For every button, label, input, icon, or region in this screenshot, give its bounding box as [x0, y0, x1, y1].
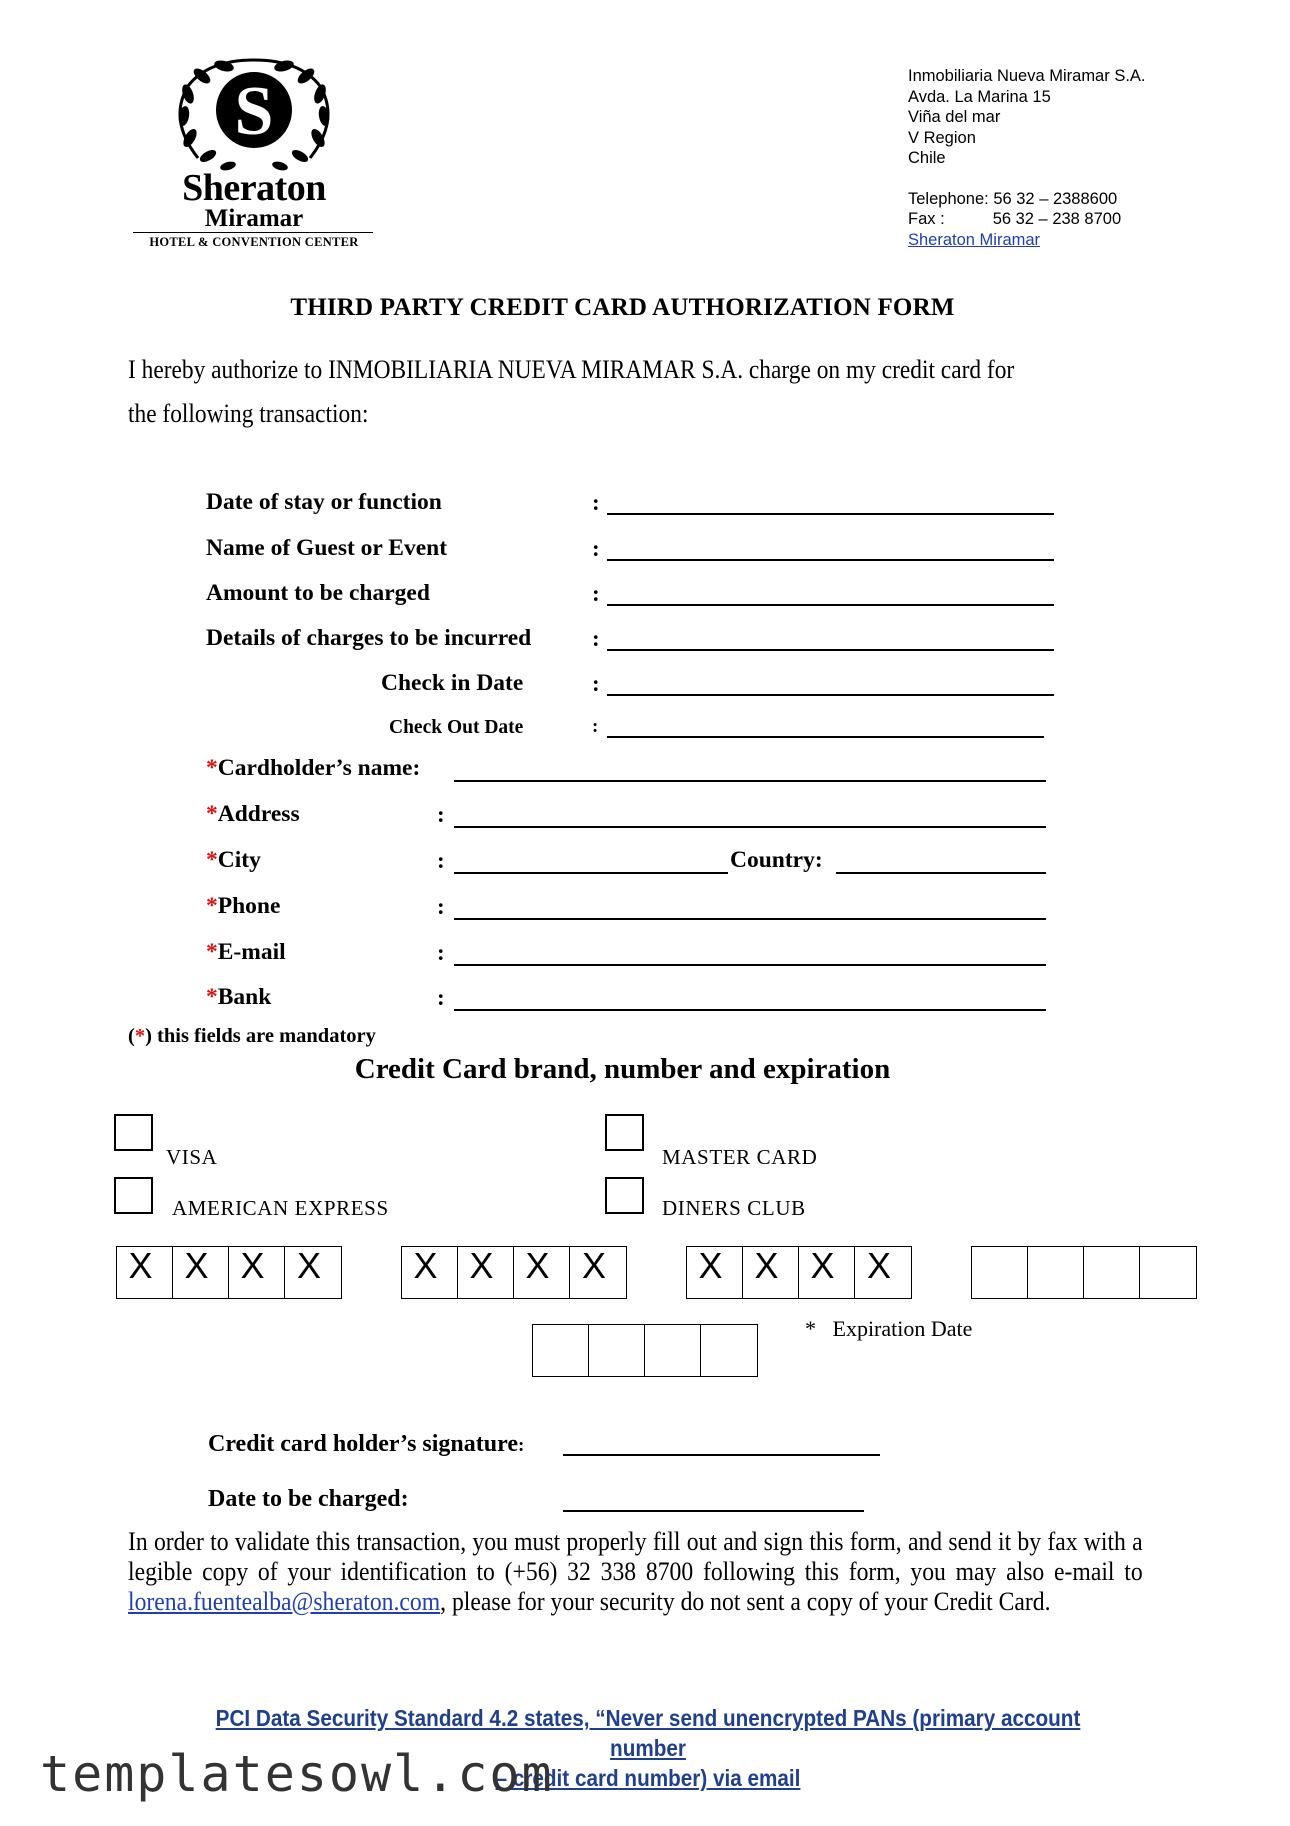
details-field[interactable] [607, 649, 1054, 651]
required-asterisk: * [206, 939, 218, 965]
colon: : [437, 848, 445, 873]
expiration-digit[interactable] [645, 1325, 701, 1376]
card-digit[interactable]: X [799, 1247, 855, 1298]
credit-card-section-title: Credit Card brand, number and expiration [354, 1053, 891, 1085]
paren-close: ) [145, 1025, 152, 1047]
city-label [206, 847, 261, 874]
guest-name-label: Name of Guest or Event [206, 535, 448, 561]
card-number-group-2[interactable] [401, 1246, 627, 1299]
bank-field[interactable] [454, 1009, 1046, 1011]
colon: : [592, 536, 600, 561]
card-digit[interactable]: X [458, 1247, 514, 1298]
colon: : [437, 894, 445, 919]
mastercard-label: MASTER CARD [662, 1145, 818, 1169]
fax-label: Fax : [908, 210, 945, 228]
expiration-digit[interactable] [701, 1325, 757, 1376]
card-digit[interactable] [972, 1247, 1028, 1298]
colon: : [517, 1435, 525, 1456]
card-digit[interactable]: X [296, 1245, 321, 1286]
email-text: E-mail [217, 939, 286, 965]
colon: : [592, 490, 600, 515]
date-to-be-charged-field[interactable] [563, 1510, 864, 1512]
sheraton-miramar-link[interactable]: Sheraton Miramar [908, 230, 1041, 249]
expiration-date-label: * Expiration Date [805, 1316, 973, 1341]
sheraton-s-laurel-icon [128, 58, 380, 178]
mandatory-note-text: this fields are mandatory [157, 1025, 376, 1047]
signature-field[interactable] [563, 1454, 880, 1456]
details-label: Details of charges to be incurred [206, 625, 532, 651]
bank-text: Bank [217, 984, 272, 1010]
phone-label [206, 893, 280, 920]
check-in-label: Check in Date [381, 670, 524, 696]
colon: : [592, 671, 600, 696]
email-field[interactable] [454, 964, 1046, 966]
address-line: V Region [908, 128, 976, 147]
address-text: Address [217, 801, 300, 827]
visa-label: VISA [166, 1145, 218, 1169]
address-field[interactable] [454, 826, 1046, 828]
fax-number: 56 32 – 238 8700 [992, 210, 1122, 228]
address-label [206, 801, 300, 828]
required-asterisk: * [206, 801, 218, 827]
card-digit[interactable]: X [514, 1247, 570, 1298]
date-of-stay-field[interactable] [607, 513, 1054, 515]
fax [908, 209, 1146, 230]
check-out-label: Check Out Date [389, 717, 524, 738]
card-digit[interactable]: X [173, 1247, 229, 1298]
colon: : [592, 626, 600, 651]
diners-checkbox[interactable] [605, 1177, 644, 1214]
guest-name-field[interactable] [607, 559, 1054, 561]
amount-field[interactable] [607, 604, 1054, 606]
email-link[interactable]: lorena.fuentealba@sheraton.com [128, 1587, 441, 1616]
colon: : [592, 716, 599, 737]
card-digit[interactable]: X [743, 1247, 799, 1298]
paren-open: ( [128, 1025, 135, 1047]
date-of-stay-label: Date of stay or function [206, 489, 442, 515]
country-field[interactable] [836, 872, 1046, 874]
required-asterisk: * [206, 893, 218, 919]
address-line: Avda. La Marina 15 [908, 87, 1051, 106]
pci-line-1: PCI Data Security Standard 4.2 states, “Never send unencrypted PANs (primary account number [215, 1705, 1081, 1761]
mastercard-checkbox[interactable] [605, 1114, 644, 1151]
card-digit[interactable]: X [402, 1247, 458, 1298]
required-asterisk: * [206, 755, 218, 781]
intro-text: I hereby authorize to INMOBILIARIA NUEVA MIRAMAR S.A. charge on my credit card for the following transaction: [128, 355, 1015, 428]
required-asterisk: * [206, 984, 218, 1010]
brand-name: Sheraton [182, 167, 326, 209]
signature-label [208, 1431, 524, 1458]
required-asterisk: * [134, 1025, 146, 1047]
instructions-after: , please for your security do not sent a copy of your Credit Card. [440, 1587, 1051, 1616]
card-digit[interactable]: X [866, 1245, 891, 1286]
brand-divider [133, 232, 373, 233]
cardholder-name-field[interactable] [454, 780, 1046, 782]
card-number-group-1[interactable] [116, 1246, 342, 1299]
check-out-field[interactable] [607, 736, 1044, 738]
card-digit[interactable] [1084, 1247, 1140, 1298]
country-label: Country: [730, 847, 823, 873]
card-digit[interactable] [1140, 1247, 1196, 1298]
card-digit[interactable]: X [581, 1245, 606, 1286]
instructions-before: In order to validate this transaction, you must properly fill out and sign this form, and send it by fax with a legible copy of your identification to (+56) 32 338 8700 following this form, you may also e-mail to [128, 1527, 1143, 1586]
city-text: City [217, 847, 261, 873]
amex-checkbox[interactable] [114, 1177, 153, 1214]
brand-subtitle: Miramar [204, 205, 304, 232]
visa-checkbox[interactable] [114, 1114, 153, 1151]
brand-tagline: HOTEL & CONVENTION CENTER [149, 235, 359, 249]
colon: : [437, 940, 445, 965]
address-line: Chile [908, 149, 946, 167]
pci-line-2: – credit card number) via email [495, 1765, 801, 1791]
card-digit[interactable]: X [117, 1247, 173, 1298]
signature-label-text: Credit card holder’s signature [208, 1431, 518, 1457]
svg-text:S: S [234, 73, 274, 150]
colon: : [592, 581, 600, 606]
mandatory-note [128, 1025, 376, 1048]
email-label [206, 939, 286, 966]
check-in-field[interactable] [607, 694, 1054, 696]
expiration-digit[interactable] [533, 1325, 589, 1376]
expiration-date-boxes[interactable] [532, 1324, 758, 1377]
card-number-group-4[interactable] [971, 1246, 1197, 1299]
amount-label: Amount to be charged [206, 580, 430, 606]
address-line: Inmobiliaria Nueva Miramar S.A. [908, 67, 1146, 85]
phone-text: Phone [217, 893, 281, 919]
date-to-be-charged-label: Date to be charged: [208, 1486, 409, 1512]
cardholder-text: Cardholder’s name: [217, 755, 421, 781]
telephone: Telephone: 56 32 – 2388600 [908, 189, 1118, 208]
required-asterisk: * [206, 847, 218, 873]
diners-label: DINERS CLUB [662, 1196, 806, 1220]
phone-field[interactable] [454, 918, 1046, 920]
instructions-text [128, 1527, 1143, 1617]
watermark: templatesowl.com [40, 1745, 554, 1803]
card-digit[interactable]: X [229, 1247, 285, 1298]
colon: : [437, 802, 445, 827]
address-line: Viña del mar [908, 108, 1001, 126]
cardholder-label [206, 755, 420, 782]
form-title: THIRD PARTY CREDIT CARD AUTHORIZATION FORM [290, 294, 955, 321]
card-number-group-3[interactable] [686, 1246, 912, 1299]
expiration-digit[interactable] [589, 1325, 645, 1376]
card-digit[interactable]: X [687, 1247, 743, 1298]
amex-label: AMERICAN EXPRESS [172, 1196, 389, 1220]
city-field[interactable] [454, 872, 728, 874]
bank-label [206, 984, 271, 1011]
card-digit[interactable] [1028, 1247, 1084, 1298]
colon: : [437, 985, 445, 1010]
company-address [908, 66, 1146, 250]
